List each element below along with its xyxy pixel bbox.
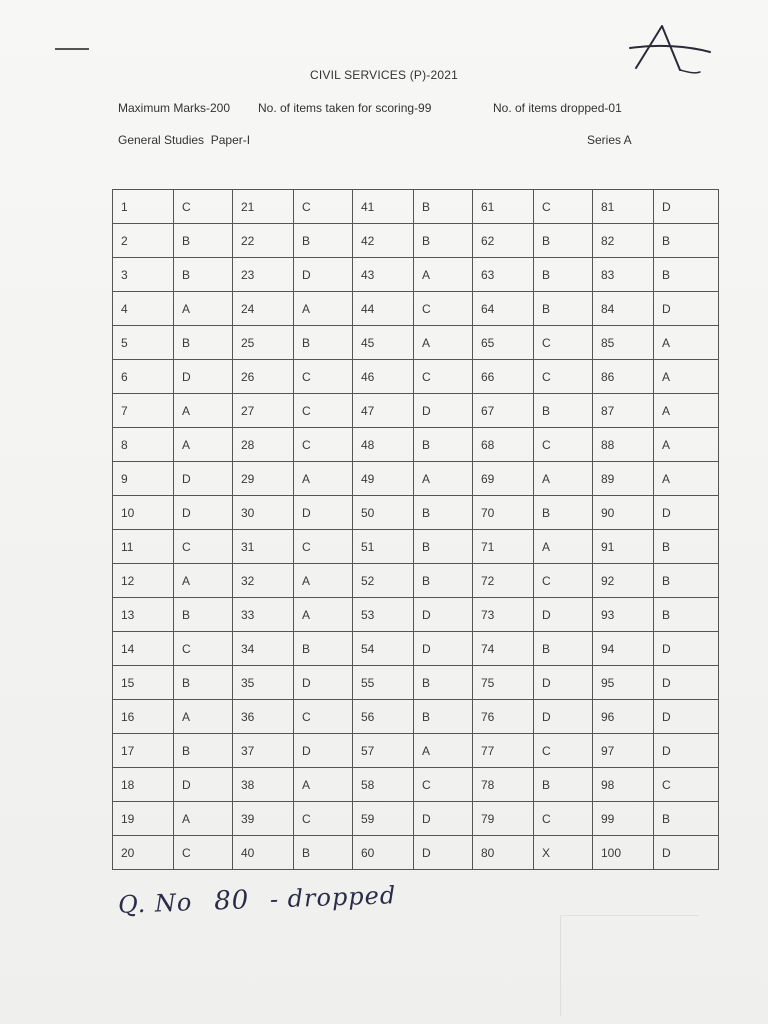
answer-cell: A bbox=[294, 462, 353, 496]
answer-cell: B bbox=[654, 598, 719, 632]
answer-cell: C bbox=[294, 428, 353, 462]
answer-cell: A bbox=[414, 326, 473, 360]
question-number-cell: 95 bbox=[593, 666, 654, 700]
answer-cell: D bbox=[414, 394, 473, 428]
question-number-cell: 3 bbox=[113, 258, 174, 292]
answer-cell: B bbox=[294, 326, 353, 360]
question-number-cell: 16 bbox=[113, 700, 174, 734]
question-number-cell: 65 bbox=[473, 326, 534, 360]
answer-cell: A bbox=[654, 428, 719, 462]
table-row bbox=[113, 530, 719, 564]
question-number-cell: 66 bbox=[473, 360, 534, 394]
answer-cell: D bbox=[414, 802, 473, 836]
question-number-cell: 5 bbox=[113, 326, 174, 360]
answer-cell: A bbox=[414, 258, 473, 292]
question-number-cell: 43 bbox=[353, 258, 414, 292]
answer-cell: C bbox=[174, 632, 233, 666]
series-label: Series A bbox=[587, 133, 632, 147]
answer-cell: B bbox=[174, 224, 233, 258]
answer-cell: B bbox=[534, 496, 593, 530]
answer-cell: B bbox=[294, 632, 353, 666]
question-number-cell: 58 bbox=[353, 768, 414, 802]
question-number-cell: 88 bbox=[593, 428, 654, 462]
answer-cell: A bbox=[174, 564, 233, 598]
faint-bleed-through-box bbox=[560, 915, 699, 1016]
answer-cell: A bbox=[294, 564, 353, 598]
note-dash: - bbox=[269, 885, 280, 914]
question-number-cell: 9 bbox=[113, 462, 174, 496]
question-number-cell: 52 bbox=[353, 564, 414, 598]
question-number-cell: 82 bbox=[593, 224, 654, 258]
table-row bbox=[113, 564, 719, 598]
answer-cell: A bbox=[174, 700, 233, 734]
question-number-cell: 35 bbox=[233, 666, 294, 700]
table-row bbox=[113, 462, 719, 496]
question-number-cell: 23 bbox=[233, 258, 294, 292]
answer-cell: A bbox=[174, 802, 233, 836]
question-number-cell: 83 bbox=[593, 258, 654, 292]
question-number-cell: 62 bbox=[473, 224, 534, 258]
answer-cell: A bbox=[654, 360, 719, 394]
question-number-cell: 25 bbox=[233, 326, 294, 360]
answer-cell: C bbox=[414, 360, 473, 394]
subject-paper: General Studies Paper-I bbox=[118, 133, 251, 147]
table-row bbox=[113, 360, 719, 394]
question-number-cell: 30 bbox=[233, 496, 294, 530]
answer-cell: A bbox=[294, 768, 353, 802]
maximum-marks: Maximum Marks-200 bbox=[118, 101, 231, 115]
answer-cell: C bbox=[174, 190, 233, 224]
items-dropped: No. of items dropped-01 bbox=[493, 101, 622, 115]
question-number-cell: 33 bbox=[233, 598, 294, 632]
answer-cell: B bbox=[174, 598, 233, 632]
answer-cell: C bbox=[294, 190, 353, 224]
question-number-cell: 55 bbox=[353, 666, 414, 700]
question-number-cell: 1 bbox=[113, 190, 174, 224]
table-row bbox=[113, 326, 719, 360]
answer-cell: B bbox=[534, 258, 593, 292]
answer-cell: D bbox=[654, 190, 719, 224]
question-number-cell: 93 bbox=[593, 598, 654, 632]
question-number-cell: 77 bbox=[473, 734, 534, 768]
question-number-cell: 91 bbox=[593, 530, 654, 564]
answer-cell: A bbox=[174, 394, 233, 428]
answer-cell: C bbox=[294, 360, 353, 394]
question-number-cell: 99 bbox=[593, 802, 654, 836]
table-row bbox=[113, 666, 719, 700]
answer-cell: B bbox=[654, 258, 719, 292]
question-number-cell: 90 bbox=[593, 496, 654, 530]
note-question-number: 80 bbox=[213, 885, 250, 917]
answer-cell: B bbox=[534, 632, 593, 666]
answer-cell: B bbox=[654, 224, 719, 258]
answer-cell: B bbox=[414, 428, 473, 462]
question-number-cell: 45 bbox=[353, 326, 414, 360]
table-row bbox=[113, 394, 719, 428]
answer-cell: C bbox=[534, 360, 593, 394]
answer-cell: C bbox=[414, 768, 473, 802]
answer-cell: B bbox=[654, 530, 719, 564]
answer-cell: B bbox=[414, 224, 473, 258]
answer-cell: D bbox=[294, 496, 353, 530]
question-number-cell: 81 bbox=[593, 190, 654, 224]
answer-cell: D bbox=[414, 836, 473, 870]
question-number-cell: 12 bbox=[113, 564, 174, 598]
question-number-cell: 74 bbox=[473, 632, 534, 666]
answer-cell: A bbox=[654, 394, 719, 428]
question-number-cell: 32 bbox=[233, 564, 294, 598]
answer-cell: D bbox=[294, 258, 353, 292]
table-row bbox=[113, 428, 719, 462]
answer-cell: B bbox=[534, 768, 593, 802]
table-row bbox=[113, 802, 719, 836]
answer-cell: C bbox=[174, 530, 233, 564]
answer-cell: A bbox=[414, 734, 473, 768]
answer-cell: B bbox=[174, 258, 233, 292]
question-number-cell: 97 bbox=[593, 734, 654, 768]
question-number-cell: 26 bbox=[233, 360, 294, 394]
table-row bbox=[113, 190, 719, 224]
answer-cell: C bbox=[654, 768, 719, 802]
question-number-cell: 44 bbox=[353, 292, 414, 326]
answer-cell: A bbox=[294, 598, 353, 632]
question-number-cell: 20 bbox=[113, 836, 174, 870]
table-row bbox=[113, 258, 719, 292]
question-number-cell: 17 bbox=[113, 734, 174, 768]
answer-cell: C bbox=[534, 428, 593, 462]
question-number-cell: 40 bbox=[233, 836, 294, 870]
note-question-label: Q. No bbox=[117, 888, 193, 919]
answer-cell: D bbox=[654, 292, 719, 326]
question-number-cell: 59 bbox=[353, 802, 414, 836]
answer-cell: C bbox=[534, 564, 593, 598]
answer-cell: B bbox=[174, 734, 233, 768]
answer-key-table bbox=[112, 189, 719, 870]
question-number-cell: 78 bbox=[473, 768, 534, 802]
question-number-cell: 73 bbox=[473, 598, 534, 632]
question-number-cell: 84 bbox=[593, 292, 654, 326]
question-number-cell: 92 bbox=[593, 564, 654, 598]
pen-dash-mark bbox=[55, 48, 89, 50]
answer-cell: A bbox=[534, 462, 593, 496]
question-number-cell: 98 bbox=[593, 768, 654, 802]
question-number-cell: 60 bbox=[353, 836, 414, 870]
question-number-cell: 48 bbox=[353, 428, 414, 462]
question-number-cell: 31 bbox=[233, 530, 294, 564]
question-number-cell: 79 bbox=[473, 802, 534, 836]
question-number-cell: 7 bbox=[113, 394, 174, 428]
answer-cell: B bbox=[294, 836, 353, 870]
question-number-cell: 51 bbox=[353, 530, 414, 564]
answer-cell: B bbox=[414, 190, 473, 224]
question-number-cell: 61 bbox=[473, 190, 534, 224]
table-row bbox=[113, 768, 719, 802]
answer-cell: D bbox=[534, 598, 593, 632]
question-number-cell: 100 bbox=[593, 836, 654, 870]
question-number-cell: 41 bbox=[353, 190, 414, 224]
table-row bbox=[113, 598, 719, 632]
question-number-cell: 42 bbox=[353, 224, 414, 258]
question-number-cell: 86 bbox=[593, 360, 654, 394]
answer-cell: D bbox=[534, 666, 593, 700]
answer-cell: A bbox=[174, 292, 233, 326]
question-number-cell: 18 bbox=[113, 768, 174, 802]
handwritten-note bbox=[118, 880, 397, 920]
answer-cell: B bbox=[414, 530, 473, 564]
question-number-cell: 71 bbox=[473, 530, 534, 564]
question-number-cell: 67 bbox=[473, 394, 534, 428]
question-number-cell: 46 bbox=[353, 360, 414, 394]
answer-cell: D bbox=[174, 768, 233, 802]
question-number-cell: 27 bbox=[233, 394, 294, 428]
question-number-cell: 75 bbox=[473, 666, 534, 700]
question-number-cell: 29 bbox=[233, 462, 294, 496]
page-title: CIVIL SERVICES (P)-2021 bbox=[310, 68, 458, 82]
answer-cell: B bbox=[654, 564, 719, 598]
answer-cell: D bbox=[174, 496, 233, 530]
table-row bbox=[113, 224, 719, 258]
answer-cell: C bbox=[294, 530, 353, 564]
answer-cell: B bbox=[534, 224, 593, 258]
question-number-cell: 13 bbox=[113, 598, 174, 632]
question-number-cell: 14 bbox=[113, 632, 174, 666]
answer-cell: D bbox=[654, 496, 719, 530]
answer-cell: D bbox=[654, 700, 719, 734]
answer-cell: B bbox=[174, 666, 233, 700]
answer-cell: D bbox=[534, 700, 593, 734]
answer-cell: D bbox=[654, 836, 719, 870]
question-number-cell: 69 bbox=[473, 462, 534, 496]
question-number-cell: 76 bbox=[473, 700, 534, 734]
question-number-cell: 94 bbox=[593, 632, 654, 666]
answer-cell: C bbox=[534, 802, 593, 836]
question-number-cell: 37 bbox=[233, 734, 294, 768]
answer-cell: B bbox=[414, 666, 473, 700]
answer-cell: A bbox=[654, 326, 719, 360]
question-number-cell: 28 bbox=[233, 428, 294, 462]
answer-cell: A bbox=[174, 428, 233, 462]
answer-cell: C bbox=[294, 802, 353, 836]
question-number-cell: 80 bbox=[473, 836, 534, 870]
answer-cell: A bbox=[534, 530, 593, 564]
question-number-cell: 4 bbox=[113, 292, 174, 326]
answer-cell: D bbox=[294, 666, 353, 700]
answer-cell: B bbox=[414, 564, 473, 598]
answer-cell: C bbox=[534, 734, 593, 768]
question-number-cell: 54 bbox=[353, 632, 414, 666]
question-number-cell: 89 bbox=[593, 462, 654, 496]
answer-cell: A bbox=[294, 292, 353, 326]
answer-cell: B bbox=[654, 802, 719, 836]
answer-cell: C bbox=[294, 700, 353, 734]
answer-cell: D bbox=[294, 734, 353, 768]
question-number-cell: 2 bbox=[113, 224, 174, 258]
answer-cell: B bbox=[534, 292, 593, 326]
question-number-cell: 24 bbox=[233, 292, 294, 326]
question-number-cell: 21 bbox=[233, 190, 294, 224]
answer-cell: B bbox=[174, 326, 233, 360]
question-number-cell: 70 bbox=[473, 496, 534, 530]
table-row bbox=[113, 734, 719, 768]
question-number-cell: 49 bbox=[353, 462, 414, 496]
question-number-cell: 63 bbox=[473, 258, 534, 292]
question-number-cell: 87 bbox=[593, 394, 654, 428]
answer-cell: D bbox=[414, 632, 473, 666]
answer-cell: C bbox=[174, 836, 233, 870]
answer-cell: D bbox=[654, 666, 719, 700]
answer-cell: D bbox=[654, 734, 719, 768]
question-number-cell: 72 bbox=[473, 564, 534, 598]
question-number-cell: 34 bbox=[233, 632, 294, 666]
answer-cell: B bbox=[294, 224, 353, 258]
answer-cell: C bbox=[294, 394, 353, 428]
question-number-cell: 64 bbox=[473, 292, 534, 326]
question-number-cell: 56 bbox=[353, 700, 414, 734]
question-number-cell: 47 bbox=[353, 394, 414, 428]
question-number-cell: 11 bbox=[113, 530, 174, 564]
question-number-cell: 53 bbox=[353, 598, 414, 632]
table-row bbox=[113, 632, 719, 666]
table-row bbox=[113, 700, 719, 734]
note-dropped-word: dropped bbox=[287, 881, 397, 913]
question-number-cell: 57 bbox=[353, 734, 414, 768]
table-row bbox=[113, 292, 719, 326]
table-row bbox=[113, 836, 719, 870]
question-number-cell: 38 bbox=[233, 768, 294, 802]
answer-cell: B bbox=[414, 496, 473, 530]
answer-cell: B bbox=[534, 394, 593, 428]
question-number-cell: 96 bbox=[593, 700, 654, 734]
question-number-cell: 8 bbox=[113, 428, 174, 462]
question-number-cell: 19 bbox=[113, 802, 174, 836]
answer-cell: A bbox=[654, 462, 719, 496]
answer-cell: B bbox=[414, 700, 473, 734]
answer-cell: D bbox=[414, 598, 473, 632]
answer-cell: C bbox=[414, 292, 473, 326]
answer-cell: C bbox=[534, 190, 593, 224]
answer-cell: C bbox=[534, 326, 593, 360]
question-number-cell: 36 bbox=[233, 700, 294, 734]
question-number-cell: 22 bbox=[233, 224, 294, 258]
question-number-cell: 39 bbox=[233, 802, 294, 836]
question-number-cell: 68 bbox=[473, 428, 534, 462]
answer-cell: X bbox=[534, 836, 593, 870]
table-row bbox=[113, 496, 719, 530]
question-number-cell: 15 bbox=[113, 666, 174, 700]
answer-cell: D bbox=[174, 360, 233, 394]
question-number-cell: 85 bbox=[593, 326, 654, 360]
answer-cell: D bbox=[174, 462, 233, 496]
question-number-cell: 50 bbox=[353, 496, 414, 530]
answer-cell: D bbox=[654, 632, 719, 666]
answer-cell: A bbox=[414, 462, 473, 496]
question-number-cell: 6 bbox=[113, 360, 174, 394]
question-number-cell: 10 bbox=[113, 496, 174, 530]
items-for-scoring: No. of items taken for scoring-99 bbox=[258, 101, 432, 115]
